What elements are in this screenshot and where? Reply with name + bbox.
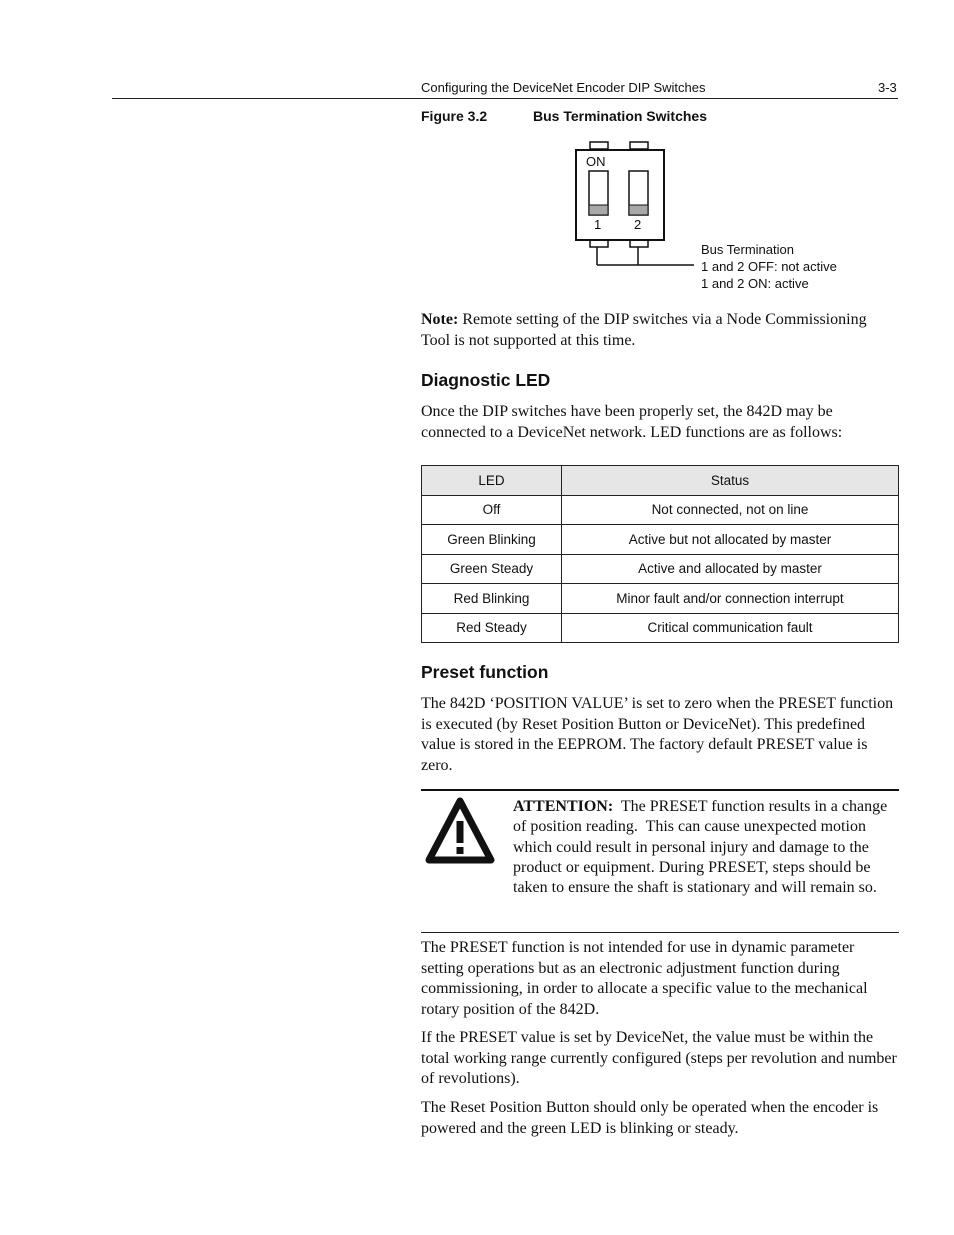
- attention-text: [513, 797, 893, 898]
- led-cell: Green Blinking: [422, 525, 562, 555]
- table-row: [422, 525, 899, 555]
- status-cell: Active and allocated by master: [562, 554, 899, 584]
- dip-switch-diagram: [560, 136, 700, 271]
- status-cell: Not connected, not on line: [562, 495, 899, 525]
- switch-2-slider: [629, 205, 648, 215]
- figure-title: Bus Termination Switches: [533, 108, 707, 124]
- header-rule: [112, 98, 898, 99]
- attention-bottom-rule: [421, 932, 899, 933]
- caption-line: 1 and 2 OFF: not active: [701, 259, 837, 274]
- caption-line: Bus Termination: [701, 242, 794, 257]
- switch-2-number: 2: [634, 217, 642, 232]
- led-cell: Green Steady: [422, 554, 562, 584]
- note-paragraph: [421, 310, 899, 351]
- warning-triangle-icon: [425, 797, 495, 865]
- attention-label: ATTENTION:: [513, 798, 614, 815]
- status-cell: Minor fault and/or connection interrupt: [562, 584, 899, 614]
- column-header-status: Status: [562, 466, 899, 496]
- status-cell: Active but not allocated by master: [562, 525, 899, 555]
- running-header-title: Configuring the DeviceNet Encoder DIP Switches: [421, 80, 706, 95]
- led-cell: Off: [422, 495, 562, 525]
- diagnostic-led-heading: Diagnostic LED: [421, 370, 551, 390]
- diagnostic-intro: Once the DIP switches have been properly set, the 842D may be connected to a DeviceNet network. LED functions are as follows:: [421, 403, 843, 441]
- led-cell: Red Blinking: [422, 584, 562, 614]
- note-text: Remote setting of the DIP switches via a Node Commissioning Tool is not supported at this time.: [421, 311, 867, 349]
- attention-top-rule: [421, 789, 899, 791]
- led-cell: Red Steady: [422, 613, 562, 643]
- preset-paragraph-2: The PRESET function is not intended for use in dynamic parameter setting operations but as an electronic adjustment function during commissioning, in order to allocate a specific value to the mechanical rotary position of the 842D.: [421, 939, 868, 1018]
- column-header-led: LED: [422, 466, 562, 496]
- figure-caption: [701, 241, 837, 292]
- status-cell: Critical communication fault: [562, 613, 899, 643]
- preset-function-heading: Preset function: [421, 662, 549, 682]
- preset-paragraph-1: The 842D ‘POSITION VALUE’ is set to zero when the PRESET function is executed (by Reset Position Button or DeviceNet). This predefined value is stored in the EEPROM. The factory default PRESET value is zero.: [421, 695, 894, 774]
- switch-on-label: ON: [586, 154, 606, 169]
- page-number: 3-3: [878, 80, 897, 95]
- attention-body: The PRESET function results in a change of position reading. This can cause unexpected motion which could result in personal injury and damage to the product or equipment. During PRESET, steps should be taken to ensure the shaft is stationary and will remain so.: [513, 798, 892, 897]
- preset-paragraph-3: If the PRESET value is set by DeviceNet, the value must be within the total working range currently configured (steps per revolution and number of revolutions).: [421, 1029, 897, 1087]
- figure-label: Figure 3.2: [421, 108, 488, 124]
- caption-line: 1 and 2 ON: active: [701, 276, 809, 291]
- preset-paragraph-4: The Reset Position Button should only be operated when the encoder is powered and the green LED is blinking or steady.: [421, 1099, 879, 1137]
- led-status-table: [421, 465, 899, 643]
- table-row: [422, 584, 899, 614]
- table-row: [422, 495, 899, 525]
- table-header-row: [422, 466, 899, 496]
- table-row: [422, 554, 899, 584]
- switch-1-number: 1: [594, 217, 602, 232]
- switch-1-slider: [589, 205, 608, 215]
- note-label: Note:: [421, 311, 459, 328]
- table-row: [422, 613, 899, 643]
